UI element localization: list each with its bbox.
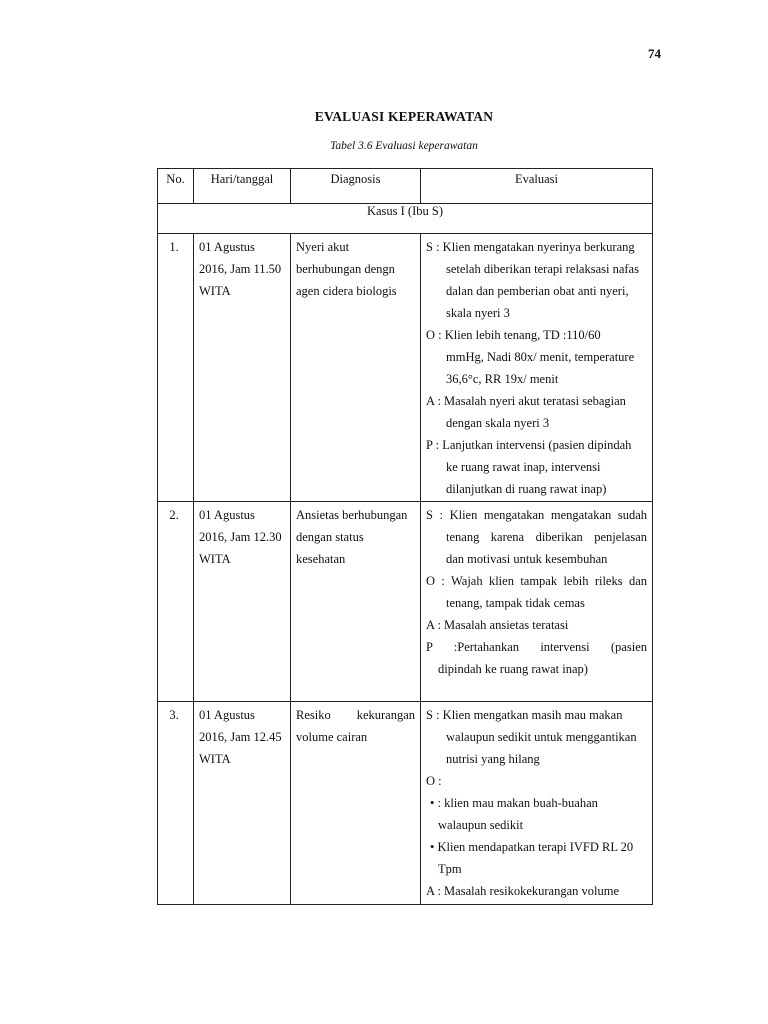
row-number: 1. [169,240,179,254]
header-no: No. [158,169,194,204]
row-evaluation: S : Klien mengatakan mengatakan sudah tenang karena diberikan penjelasan dan motivasi untuk kesembuhan O : Wajah klien tampak lebih rileks dan tenang, tampak tidak cemas A : Masalah ansietas teratasi P :Pertahankan intervensi (pasien dipindah ke ruang rawat inap) [421,502,652,680]
row-number: 2. [169,508,179,522]
evaluation-table [157,168,653,905]
table-row [158,702,653,905]
eval-p: P : Lanjutkan intervensi (pasien dipindah [426,438,632,452]
row-date: 01 Agustus 2016, Jam 11.50 WITA [199,240,282,298]
eval-o: O : Klien lebih tenang, TD :110/60 [426,328,601,342]
eval-s: S : Klien mengatakan nyerinya berkurang [426,240,635,254]
table-row [158,234,653,502]
eval-o: O : Wajah klien tampak lebih rileks dan [426,574,647,588]
case-label: Kasus I (Ibu S) [158,204,653,234]
eval-o: O : [426,774,442,788]
eval-p: P :Pertahankan intervensi (pasien [426,640,647,654]
header-diagnosis: Diagnosis [291,169,421,204]
row-diagnosis: Nyeri akut berhubungan dengn agen cidera biologis [296,240,397,298]
table-caption: Tabel 3.6 Evaluasi keperawatan [330,140,478,152]
page-number: 74 [648,46,661,61]
row-date: 01 Agustus 2016, Jam 12.30 WITA [199,508,282,566]
table-row [158,502,653,702]
row-number: 3. [169,708,179,722]
eval-a: A : Masalah ansietas teratasi [426,618,569,632]
table-header-row [158,169,653,204]
row-diagnosis: Ansietas berhubungan dengan status kesehatan [296,508,408,566]
eval-a: A : Masalah resikokekurangan volume [426,884,620,898]
eval-a: A : Masalah nyeri akut teratasi sebagian [426,394,626,408]
eval-s: S : Klien mengatkan masih mau makan [426,708,623,722]
row-diagnosis: Resiko kekurangan volume cairan [296,708,415,744]
row-date: 01 Agustus 2016, Jam 12.45 WITA [199,708,282,766]
case-row [158,204,653,234]
header-date: Hari/tanggal [194,169,291,204]
list-item: • Klien mendapatkan terapi IVFD RL 20 [430,840,634,854]
document-title: EVALUASI KEPERAWATAN [314,109,494,124]
header-evaluation: Evaluasi [421,169,653,204]
row-evaluation: S : Klien mengatkan masih mau makan walaupun sedikit untuk menggantikan nutrisi yang hilang O : • : klien mau makan buah-buahan walaupun sedikit • Klien mendapatkan terapi IVFD RL 20 Tpm A : Masalah resikokekurangan volume [421,702,652,902]
row-evaluation: S : Klien mengatakan nyerinya berkurang setelah diberikan terapi relaksasi nafas dalan dan pemberian obat anti nyeri, skala nyeri 3 O : Klien lebih tenang, TD :110/60 mmHg, Nadi 80x/ menit, temperature 36,6°c, RR 19x/ menit A : Masalah nyeri akut teratasi sebagian dengan skala nyeri 3 P : Lanjutkan intervensi (pasien dipindah ke ruang rawat inap, intervensi dilanjutkan di ruang rawat inap) [421,234,652,500]
list-item: • : klien mau makan buah-buahan [430,796,598,810]
eval-s: S : Klien mengatakan mengatakan sudah [426,508,647,522]
